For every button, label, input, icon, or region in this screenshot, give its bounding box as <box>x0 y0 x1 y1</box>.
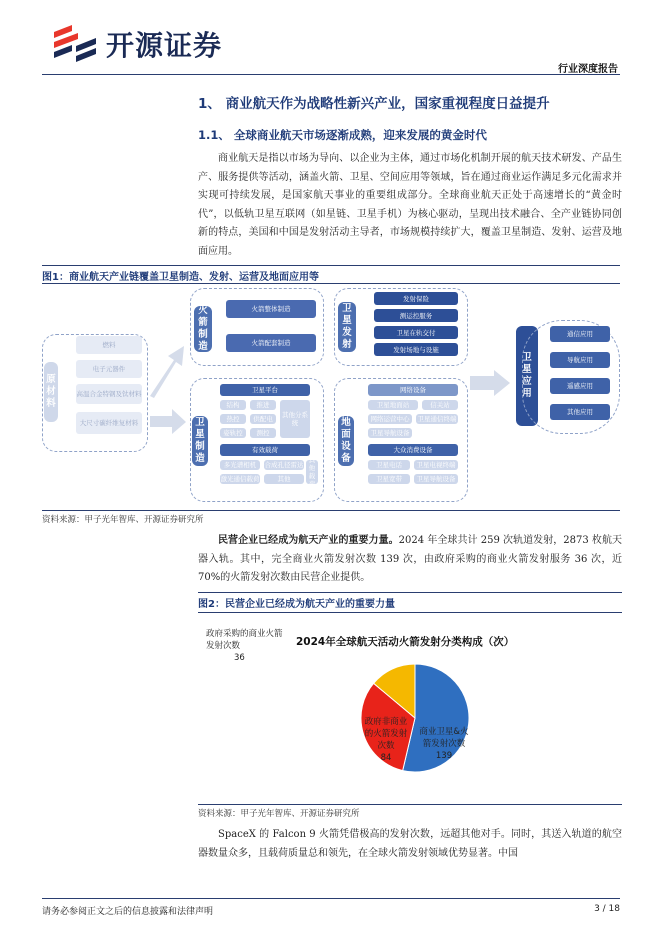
sat-platform-item: 结构 <box>220 400 246 410</box>
spacex-paragraph <box>198 826 622 863</box>
launch-item: 发射场地与设施 <box>374 343 458 356</box>
rocket-item: 火箭配套制造 <box>226 334 316 352</box>
industry-chain-diagram <box>42 286 620 506</box>
sat-payload-item: 合成孔径雷达 <box>264 461 304 469</box>
raw-item: 大尺寸碳纤维复材料 <box>76 412 142 434</box>
sat-payload-item: 其他 <box>264 474 304 484</box>
footer-rule <box>42 898 620 899</box>
sat-application-item: 通信应用 <box>550 326 610 342</box>
fig1-source: 资料来源：甲子光年智库、开源证券研究所 <box>42 515 204 525</box>
page-number: 3 / 18 <box>594 904 620 914</box>
fig2-source: 资料来源：甲子光年智库、开源证券研究所 <box>198 809 360 819</box>
chart-title: 2024年全球航天活动火箭发射分类构成（次） <box>296 636 515 648</box>
sat-payload-item: 多光谱相机 <box>220 460 260 470</box>
raw-item: 燃料 <box>76 336 142 354</box>
ground-consumer-item: 卫星宽带 <box>368 474 410 484</box>
subsection-heading: 1.1、 全球商业航天市场逐渐成熟，迎来发展的黄金时代 <box>198 128 487 142</box>
fig1-title-rule <box>42 283 620 284</box>
sat-platform-header: 卫星平台 <box>220 384 310 396</box>
private-sector-lead: 民营企业已经成为航天产业的重要力量。 <box>218 535 399 546</box>
private-sector-paragraph <box>198 532 622 588</box>
sat-platform-item: 推进 <box>250 400 276 410</box>
rocket-item: 火箭整体制造 <box>226 300 316 318</box>
pie-label-commercial: 商业卫星&火箭发射次数 139 <box>419 727 469 761</box>
sat-payload-header: 有效载荷 <box>220 444 310 456</box>
ground-network-item: 卫星通信终端 <box>417 415 457 423</box>
footer-disclaimer: 请务必参阅正文之后的信息披露和法律声明 <box>42 907 214 917</box>
brand-logo <box>50 22 250 64</box>
fig1-bottom-rule <box>42 510 620 511</box>
sat-application-item: 其他应用 <box>550 404 610 420</box>
ground-network-header: 网络设备 <box>368 384 458 396</box>
intro-paragraph <box>198 150 622 262</box>
brand-name: 开源证券 <box>106 29 223 62</box>
sat-payload-item: 激光通信载荷 <box>220 475 260 483</box>
sat-application-label: 卫星应用 <box>516 326 538 426</box>
brand-mark-icon <box>50 22 100 64</box>
pie-label-gov-commercial: 政府采购的商业火箭发射次数 36 <box>206 629 283 663</box>
header-divider <box>42 74 620 75</box>
fig2-title: 图2：民营企业已经成为航天产业的重要力量 <box>198 599 395 610</box>
fig2-top-rule <box>198 592 622 593</box>
rocket-label: 火箭制造 <box>194 306 212 352</box>
sat-application-item: 遥感应用 <box>550 378 610 394</box>
sat-manufacturing-label: 卫星制造 <box>192 416 208 466</box>
ground-consumer-item: 卫星电视终端 <box>414 460 458 470</box>
sat-platform-item: 测控 <box>250 428 276 438</box>
flow-arrows <box>146 316 192 436</box>
ground-consumer-item: 卫星电话 <box>368 460 410 470</box>
ground-network-item: 卫星地面站 <box>368 400 418 410</box>
sat-platform-item: 供配电 <box>250 414 276 424</box>
ground-consumer-header: 大众消费设备 <box>368 444 458 456</box>
sat-platform-item: 热控 <box>220 414 246 424</box>
ground-network-item: 网络运营中心 <box>368 414 412 424</box>
raw-item: 高温合金特钢及钛材料 <box>76 384 142 404</box>
raw-item: 电子元器件 <box>76 360 142 378</box>
pie-chart <box>330 640 500 790</box>
intro-text: 商业航天是指以市场为导向、以企业为主体，通过市场化机制开展的航天技术研发、产品生产、服务提供等活动，涵盖火箭、卫星、空间应用等领域，旨在通过商业运作满足多元化需求并实现可持续发展，是国家航天事业的重要组成部分。全球商业航天正处于高速增长的“黄金时代”，以低轨卫星互联网（如星链、卫星手机）为核心驱动，呈现出技术融合、全产业链协同创新的特点，美国和中国是发射活动主导者，市场规模持续扩大，覆盖卫星制造、发射、运营及地面应用。 <box>198 153 622 257</box>
fig2-title-rule <box>198 612 622 613</box>
launch-label: 卫星发射 <box>338 302 356 352</box>
section-heading: 1、 商业航天作为战略性新兴产业，国家重视程度日益提升 <box>198 96 550 112</box>
launch-item: 发射保险 <box>374 292 458 305</box>
launch-item: 卫星在轨交付 <box>374 326 458 339</box>
ground-network-item: 卫星导航设备 <box>368 428 412 438</box>
sat-platform-item: 其他分系统 <box>280 400 310 438</box>
sat-payload-item: 其他载荷 <box>306 460 318 484</box>
fig1-top-rule <box>42 265 620 266</box>
raw-material-label: 原材料 <box>44 362 58 422</box>
launch-item: 测运控服务 <box>374 309 458 322</box>
private-sector-text: 2024 年全球共计 259 次轨道发射，2873 枚航天器入轨。其中，完全商业火箭发射次数 139 次，由政府采购的商业火箭发射服务 36 次，近 70%的火箭发射次数由民营企业提供。 <box>198 535 623 584</box>
ground-consumer-item: 卫星导航设备 <box>414 474 458 484</box>
spacex-text: SpaceX 的 Falcon 9 火箭凭借极高的发射次数，远超其他对手。同时，其送入轨道的航空器数量众多，且载荷质量总和领先，在全球火箭发射领域优势显著。中国 <box>198 829 622 859</box>
pie-label-gov-noncommercial: 政府非商业的火箭发射次数 84 <box>364 717 408 763</box>
report-type: 行业深度报告 <box>558 64 618 75</box>
ground-equipment-label: 地面设备 <box>338 416 354 466</box>
sat-application-item: 导航应用 <box>550 352 610 368</box>
flow-arrow-right <box>468 368 512 398</box>
ground-network-item: 信关站 <box>422 400 458 410</box>
fig1-title: 图1：商业航天产业链覆盖卫星制造、发射、运营及地面应用等 <box>42 272 319 283</box>
fig2-bottom-rule <box>198 804 622 805</box>
sat-platform-item: 姿轨控 <box>220 428 246 438</box>
